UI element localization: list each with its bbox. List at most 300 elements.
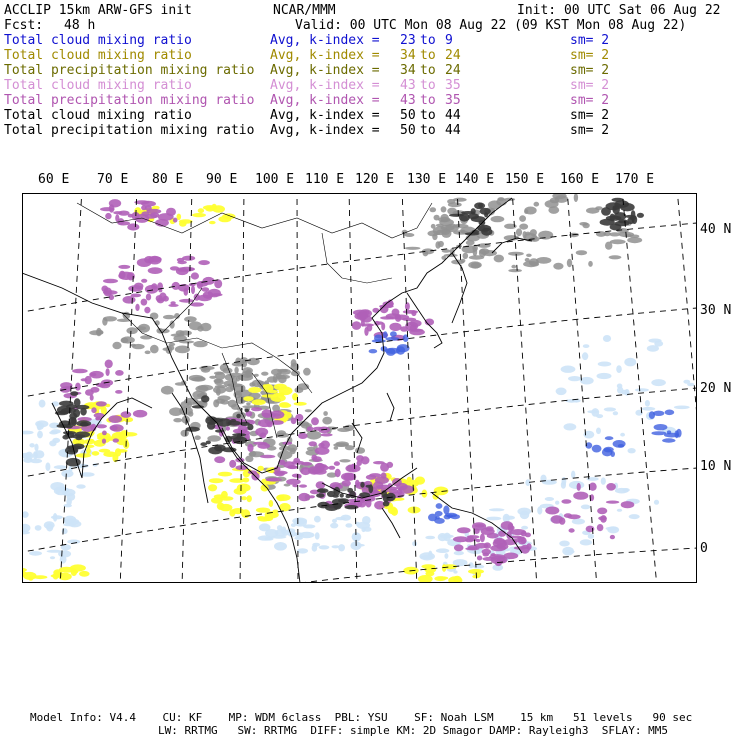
light-blue-patch — [319, 545, 330, 549]
gray-patch — [610, 239, 626, 244]
light-blue-patch — [635, 388, 649, 391]
purple-patch — [359, 313, 365, 322]
blue-patch — [667, 430, 671, 434]
gray-patch — [553, 263, 563, 270]
light-blue-patch — [50, 556, 55, 559]
purple-patch — [128, 214, 134, 218]
light-blue-patch — [34, 444, 38, 452]
purple-patch — [108, 415, 122, 423]
purple-patch — [567, 514, 581, 519]
gray-patch — [508, 269, 522, 272]
gray-patch — [305, 409, 312, 412]
purple-patch — [298, 433, 308, 439]
gray-patch — [140, 335, 152, 339]
field-avg-label: Avg, k-index = — [270, 93, 380, 108]
dark-gray-patch — [201, 395, 209, 402]
light-blue-patch — [620, 433, 625, 437]
gray-patch — [405, 247, 421, 250]
light-blue-patch — [604, 407, 616, 411]
dark-gray-patch — [66, 458, 81, 467]
purple-patch — [85, 389, 94, 396]
light-blue-patch — [601, 477, 606, 484]
purple-patch — [148, 267, 163, 274]
light-blue-patch — [617, 509, 622, 512]
purple-patch — [389, 323, 401, 331]
dark-gray-patch — [481, 228, 492, 236]
yellow-patch — [269, 500, 274, 507]
light-blue-patch — [597, 373, 612, 379]
purple-patch — [145, 285, 158, 294]
light-blue-patch — [556, 388, 567, 396]
light-blue-patch — [569, 481, 584, 489]
light-blue-patch — [571, 471, 575, 479]
gray-patch — [529, 258, 539, 266]
gray-patch — [576, 250, 587, 255]
gray-patch — [404, 233, 414, 237]
purple-patch — [403, 310, 418, 314]
gray-patch — [441, 206, 447, 212]
yellow-patch — [415, 477, 425, 485]
dark-gray-patch — [360, 482, 364, 488]
gray-patch — [150, 313, 159, 320]
field-smoothing: sm= 2 — [570, 93, 610, 108]
purple-patch — [144, 307, 150, 314]
gray-patch — [442, 249, 451, 252]
gray-patch — [236, 376, 240, 382]
yellow-patch — [209, 221, 216, 224]
purple-patch — [106, 368, 110, 376]
purple-patch — [286, 479, 301, 485]
dark-gray-patch — [368, 484, 373, 493]
yellow-patch — [55, 571, 60, 576]
purple-patch — [191, 285, 195, 294]
purple-patch — [141, 201, 156, 207]
purple-patch — [158, 213, 174, 221]
field-k-end: 35 — [445, 93, 461, 108]
purple-patch — [170, 301, 175, 304]
purple-patch — [191, 272, 199, 279]
gray-patch — [447, 208, 457, 215]
dark-gray-patch — [237, 433, 242, 440]
light-blue-patch — [440, 535, 454, 539]
purple-patch — [198, 260, 210, 265]
dark-gray-patch — [63, 431, 76, 435]
light-blue-patch — [314, 516, 321, 523]
forecast-label: Fcst: — [4, 18, 44, 33]
light-blue-patch — [76, 484, 85, 488]
field-avg-label: Avg, k-index = — [270, 48, 380, 63]
gray-patch — [334, 446, 339, 449]
field-smoothing: sm= 2 — [570, 48, 610, 63]
purple-patch — [72, 369, 88, 374]
blue-patch — [444, 515, 451, 520]
light-blue-patch — [37, 431, 43, 439]
yellow-patch — [232, 508, 244, 514]
gray-patch — [588, 261, 593, 267]
purple-patch — [179, 299, 194, 303]
light-blue-patch — [583, 344, 590, 348]
dark-gray-patch — [247, 424, 253, 430]
light-blue-patch — [603, 335, 611, 342]
purple-patch — [468, 535, 474, 541]
blue-patch — [603, 447, 613, 453]
purple-patch — [545, 507, 559, 515]
purple-patch — [75, 383, 81, 391]
longitude-label: 80 E — [152, 172, 184, 187]
light-blue-patch — [606, 527, 618, 531]
longitude-label: 130 E — [407, 172, 447, 187]
purple-patch — [110, 425, 118, 430]
light-blue-patch — [565, 550, 574, 554]
light-blue-patch — [598, 362, 612, 367]
gray-patch — [197, 326, 203, 332]
purple-patch — [260, 455, 275, 459]
yellow-patch — [218, 472, 232, 477]
purple-patch — [273, 471, 287, 475]
field-name: Total cloud mixing ratio — [4, 108, 192, 123]
light-blue-patch — [521, 526, 528, 530]
dark-gray-patch — [620, 203, 635, 211]
field-k-to: to — [420, 33, 436, 48]
purple-patch — [141, 299, 148, 306]
field-avg-label: Avg, k-index = — [270, 123, 380, 138]
light-blue-patch — [287, 528, 295, 532]
organization-label: NCAR/MMM — [273, 3, 336, 18]
purple-patch — [118, 265, 130, 269]
field-k-end: 9 — [445, 33, 453, 48]
latitude-label: 20 N — [700, 381, 732, 396]
gray-patch — [463, 253, 469, 259]
light-blue-patch — [568, 376, 581, 381]
light-blue-patch — [315, 532, 320, 539]
field-k-to: to — [420, 93, 436, 108]
purple-patch — [485, 526, 493, 531]
purple-patch — [135, 304, 139, 311]
purple-patch — [559, 517, 565, 524]
gray-patch — [132, 344, 145, 349]
field-k-to: to — [420, 78, 436, 93]
field-name: Total precipitation mixing ratio — [4, 93, 255, 108]
purple-patch — [100, 207, 115, 211]
purple-patch — [335, 469, 341, 477]
gray-patch — [287, 444, 297, 452]
gray-patch — [150, 345, 159, 354]
dark-gray-patch — [215, 446, 222, 450]
purple-patch — [91, 407, 96, 413]
gray-patch — [511, 265, 516, 269]
field-k-start: 23 — [400, 33, 416, 48]
purple-patch — [364, 327, 368, 336]
weather-map — [22, 193, 697, 583]
light-blue-patch — [49, 440, 56, 446]
longitude-label: 170 E — [615, 172, 655, 187]
purple-patch — [477, 556, 482, 561]
purple-patch — [490, 545, 506, 551]
yellow-patch — [279, 392, 284, 396]
purple-patch — [345, 464, 360, 472]
purple-patch — [312, 470, 319, 474]
light-blue-patch — [330, 523, 338, 529]
purple-patch — [101, 286, 108, 293]
gray-patch — [307, 447, 315, 451]
purple-patch — [577, 483, 581, 491]
field-name: Total precipitation mixing ratio — [4, 123, 255, 138]
field-k-start: 34 — [400, 48, 416, 63]
yellow-patch — [409, 569, 416, 574]
light-blue-patch — [651, 379, 666, 386]
light-blue-patch — [303, 524, 315, 528]
purple-patch — [298, 493, 310, 501]
purple-patch — [156, 295, 163, 302]
yellow-patch — [248, 387, 261, 393]
field-k-end: 44 — [445, 123, 461, 138]
light-blue-patch — [425, 536, 435, 540]
light-blue-patch — [35, 525, 42, 531]
field-k-start: 43 — [400, 78, 416, 93]
blue-patch — [676, 429, 681, 438]
light-blue-patch — [37, 422, 42, 431]
purple-patch — [147, 209, 162, 214]
blue-patch — [390, 331, 397, 337]
purple-patch — [342, 480, 351, 486]
purple-patch — [318, 465, 329, 470]
purple-patch — [123, 296, 136, 304]
field-k-end: 44 — [445, 108, 461, 123]
dark-gray-patch — [449, 214, 464, 217]
gray-patch — [303, 368, 311, 376]
purple-patch — [253, 442, 267, 445]
yellow-patch — [71, 568, 77, 576]
light-blue-patch — [44, 521, 55, 529]
purple-patch — [102, 431, 107, 436]
purple-patch — [131, 294, 142, 298]
blue-patch — [383, 331, 388, 338]
purple-patch — [121, 411, 132, 418]
gray-patch — [193, 341, 207, 347]
yellow-patch — [243, 396, 253, 401]
dark-gray-patch — [612, 198, 624, 202]
valid-time: Valid: 00 UTC Mon 08 Aug 22 (09 KST Mon 08 Aug 22) — [295, 18, 687, 33]
longitude-label: 60 E — [38, 172, 70, 187]
light-blue-patch — [39, 400, 46, 408]
dark-gray-patch — [610, 224, 622, 231]
field-k-to: to — [420, 108, 436, 123]
yellow-patch — [198, 208, 204, 213]
gray-patch — [225, 374, 235, 381]
light-blue-patch — [312, 545, 318, 552]
gray-patch — [545, 200, 559, 208]
gray-patch — [534, 202, 540, 207]
light-blue-patch — [645, 400, 650, 407]
purple-patch — [141, 279, 147, 283]
purple-patch — [128, 285, 143, 292]
dark-gray-patch — [200, 442, 207, 446]
dark-gray-patch — [601, 207, 611, 216]
light-blue-patch — [545, 497, 554, 501]
light-blue-patch — [624, 389, 629, 396]
gray-patch — [339, 459, 350, 462]
gray-patch — [438, 241, 444, 247]
purple-patch — [173, 218, 178, 223]
purple-patch — [489, 554, 505, 559]
field-k-start: 34 — [400, 63, 416, 78]
latitude-label: 10 N — [700, 459, 732, 474]
dark-gray-patch — [71, 418, 77, 427]
purple-patch — [366, 475, 377, 480]
purple-patch — [373, 490, 379, 494]
gray-patch — [605, 242, 612, 250]
light-blue-patch — [617, 387, 623, 394]
field-smoothing: sm= 2 — [570, 108, 610, 123]
dark-gray-patch — [317, 488, 329, 493]
gray-patch — [609, 255, 622, 259]
gray-patch — [479, 248, 489, 254]
purple-patch — [226, 426, 230, 430]
light-blue-patch — [364, 527, 372, 532]
purple-patch — [606, 483, 616, 491]
blue-patch — [436, 503, 443, 509]
light-blue-patch — [555, 501, 559, 505]
gray-patch — [453, 198, 467, 202]
purple-patch — [109, 199, 121, 207]
gray-patch — [430, 207, 437, 212]
gray-patch — [126, 327, 137, 334]
dark-gray-patch — [637, 213, 644, 218]
gray-patch — [278, 375, 287, 383]
gray-patch — [277, 451, 292, 460]
light-blue-patch — [561, 366, 576, 373]
light-blue-patch — [564, 423, 577, 430]
purple-patch — [343, 473, 355, 481]
gray-patch — [220, 364, 229, 372]
light-blue-patch — [559, 541, 570, 547]
purple-patch — [606, 501, 619, 504]
latitude-label: 0 — [700, 541, 708, 556]
purple-patch — [148, 256, 161, 265]
gray-patch — [194, 377, 205, 381]
light-blue-patch — [505, 516, 515, 520]
purple-patch — [292, 474, 301, 478]
purple-patch — [96, 401, 107, 406]
light-blue-patch — [489, 508, 505, 511]
field-name: Total precipitation mixing ratio — [4, 63, 255, 78]
light-blue-patch — [294, 532, 304, 537]
gray-patch — [355, 447, 365, 454]
purple-patch — [621, 501, 635, 508]
gray-patch — [627, 237, 642, 243]
purple-patch — [258, 419, 272, 427]
gray-patch — [279, 369, 291, 375]
gray-patch — [519, 215, 526, 222]
purple-patch — [133, 410, 147, 418]
gray-patch — [567, 259, 572, 267]
yellow-patch — [418, 575, 433, 583]
yellow-patch — [252, 399, 266, 405]
light-blue-patch — [473, 565, 484, 569]
gray-patch — [220, 400, 229, 405]
light-blue-patch — [420, 555, 433, 559]
model-info-line: Model Info: V4.4 CU: KF MP: WDM 6class PBL: YSU SF: Noah LSM 15 km 51 levels 90 sec — [30, 711, 693, 724]
purple-patch — [482, 549, 491, 555]
blue-patch — [662, 438, 675, 442]
purple-patch — [468, 545, 478, 550]
gray-patch — [145, 351, 151, 355]
light-blue-patch — [54, 487, 69, 496]
gray-patch — [267, 376, 277, 382]
light-blue-patch — [345, 523, 352, 527]
gray-patch — [291, 359, 297, 367]
light-blue-patch — [412, 541, 417, 546]
yellow-patch — [434, 576, 446, 581]
field-smoothing: sm= 2 — [570, 123, 610, 138]
dark-gray-patch — [230, 419, 236, 422]
purple-patch — [113, 211, 122, 214]
gray-patch — [629, 235, 639, 238]
purple-patch — [405, 302, 410, 310]
blue-patch — [654, 424, 668, 430]
field-avg-label: Avg, k-index = — [270, 63, 380, 78]
yellow-patch — [237, 484, 251, 492]
purple-patch — [352, 321, 361, 330]
light-blue-patch — [272, 535, 287, 539]
light-blue-patch — [629, 514, 640, 519]
yellow-patch — [262, 394, 278, 398]
yellow-patch — [208, 484, 217, 491]
light-blue-patch — [436, 548, 449, 553]
purple-patch — [521, 531, 527, 537]
purple-patch — [291, 418, 297, 425]
purple-patch — [311, 417, 319, 425]
gray-patch — [138, 324, 150, 333]
blue-patch — [369, 349, 378, 353]
light-blue-patch — [674, 406, 690, 410]
light-blue-patch — [596, 428, 601, 435]
gray-patch — [171, 334, 185, 337]
purple-patch — [251, 407, 262, 411]
gray-patch — [516, 228, 522, 236]
purple-patch — [266, 478, 278, 481]
purple-patch — [597, 508, 607, 515]
gray-patch — [468, 261, 482, 268]
purple-patch — [105, 360, 113, 369]
gray-patch — [441, 225, 455, 231]
light-blue-patch — [537, 506, 542, 514]
light-blue-patch — [587, 410, 598, 413]
gray-patch — [524, 209, 528, 214]
light-blue-patch — [654, 341, 663, 347]
light-blue-patch — [628, 448, 636, 453]
yellow-patch — [179, 219, 193, 224]
gray-patch — [197, 385, 213, 391]
light-blue-patch — [45, 462, 50, 471]
purple-patch — [320, 433, 332, 436]
gray-patch — [215, 372, 225, 380]
gray-patch — [242, 367, 253, 374]
purple-patch — [494, 538, 506, 545]
light-blue-patch — [335, 517, 345, 520]
blue-patch — [592, 445, 602, 453]
dark-gray-patch — [66, 404, 77, 409]
blue-patch — [374, 335, 383, 342]
light-blue-patch — [297, 548, 308, 553]
gray-patch — [173, 418, 182, 422]
light-blue-patch — [572, 519, 585, 525]
field-k-end: 35 — [445, 78, 461, 93]
gray-patch — [460, 259, 465, 263]
light-blue-patch — [54, 465, 67, 469]
blue-patch — [605, 436, 614, 440]
blue-patch — [651, 431, 666, 435]
